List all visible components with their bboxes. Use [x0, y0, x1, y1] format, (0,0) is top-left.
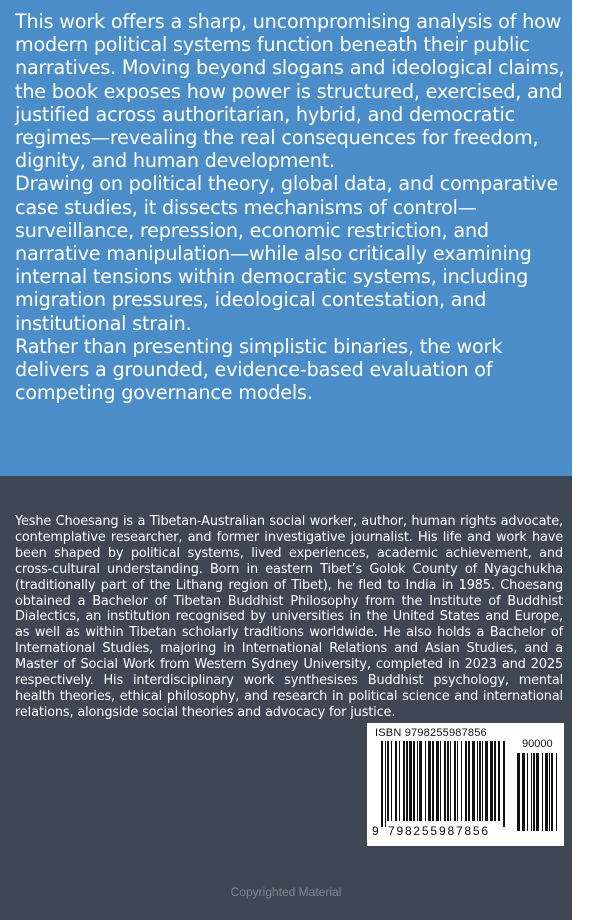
blurb-paragraph-3: Rather than presenting simplistic binaries, the work delivers a grounded, evidence-based evaluation of competing governance models.	[15, 334, 503, 405]
barcode-bar	[399, 741, 400, 821]
blurb-paragraph-2: Drawing on political theory, global data, and comparative case studies, it dissects mechanisms of control—surveillance, repression, economic restriction, and narrative manipulation—while also critically examining internal tensions within democratic systems, including migration pressures, ideological contestation, and institutional strain.	[15, 172, 559, 335]
isbn-right-digits: 987856	[439, 824, 490, 838]
barcode-bar	[472, 741, 475, 821]
barcode-bar	[409, 741, 412, 821]
barcode-bar	[457, 741, 458, 821]
barcode-bar	[556, 753, 557, 831]
barcode-bar	[403, 741, 405, 821]
barcode-bar	[440, 741, 441, 821]
barcode-bar	[461, 741, 462, 821]
barcode-bar	[417, 741, 418, 821]
barcode-bar	[428, 741, 431, 821]
barcode-bar	[522, 753, 525, 831]
isbn-barcode	[367, 723, 564, 846]
barcode-bar	[468, 741, 470, 821]
price-code: 90000	[522, 738, 553, 750]
barcode-bar	[527, 753, 528, 831]
barcode-bar	[447, 741, 449, 821]
barcode-bar	[391, 741, 392, 821]
isbn-first-digit: 9	[372, 824, 379, 838]
copyright-watermark: Copyrighted Material	[230, 885, 342, 899]
barcode-bar	[533, 753, 535, 831]
barcode-bar	[503, 741, 505, 827]
isbn-digits	[367, 824, 507, 840]
barcode-bar	[551, 753, 553, 831]
barcode-bar	[485, 741, 488, 821]
barcode-bar	[454, 741, 456, 821]
barcode-bar	[450, 741, 451, 821]
barcode-bar	[425, 741, 426, 821]
barcode-bar	[494, 741, 496, 821]
barcode-bar	[395, 741, 397, 821]
barcode-bar	[387, 741, 389, 821]
barcode-bar	[498, 741, 500, 821]
author-bio: Yeshe Choesang is a Tibetan-Australian social worker, author, human rights advocate, contemplative researcher, and former investigative journalist. His life and work have been shaped by political systems, lived experiences, academic achievement, and cross-cultural understanding. Born in eastern Tibet’s Golok County of Nyagchukha (traditionally part of the Lithang region of Tibet), he fled to India in 1985. Choesang obtained a Bachelor of Tibetan Buddhist Philosophy from the Institute of Buddhist Dialectics, an institution recognised by universities in the United States and Europe, as well as within Tibetan scholarly traditions worldwide. He also holds a Bachelor of International Studies, majoring in International Relations and Asian Studies, and a Master of Social Work from Western Sydney University, completed in 2023 and 2025 respectively. His interdisciplinary work synthesises Buddhist psychology, mental health theories, ethical philosophy, and research in political science and international relations, alongside social theories and advocacy for justice.	[15, 514, 563, 720]
barcode-bar	[381, 741, 383, 827]
barcode-bar	[406, 741, 408, 821]
blurb-paragraph-1: This work offers a sharp, uncompromising analysis of how modern political systems function beneath their public narratives. Moving beyond slogans and ideological claims, the book exposes how power is structured, exercised, and justified across authoritarian, hybrid, and democratic regimes—revealing the real consequences for freedom, dignity, and human development.	[15, 10, 565, 173]
barcode-bar	[436, 741, 439, 821]
barcode-bar	[479, 741, 481, 821]
barcode-bar	[477, 741, 478, 821]
barcode-bar	[549, 753, 550, 831]
book-blurb	[15, 10, 570, 404]
barcode-bar	[542, 753, 543, 831]
page-edge	[572, 0, 600, 920]
barcode-bar	[413, 741, 415, 821]
barcode-bar	[531, 753, 532, 831]
barcode-bar	[545, 753, 548, 831]
barcode-bar	[536, 753, 539, 831]
isbn-left-digits: 798255	[388, 824, 439, 838]
barcode-bar	[432, 741, 434, 821]
barcode-bar	[490, 741, 493, 821]
barcode-bar	[444, 741, 446, 821]
barcode-bar	[465, 741, 467, 821]
barcode-bar	[517, 753, 520, 831]
barcode-bar	[482, 741, 483, 821]
isbn-label: ISBN 9798255987856	[375, 727, 487, 739]
barcode-bar	[385, 741, 386, 827]
barcode-bar	[419, 741, 422, 821]
